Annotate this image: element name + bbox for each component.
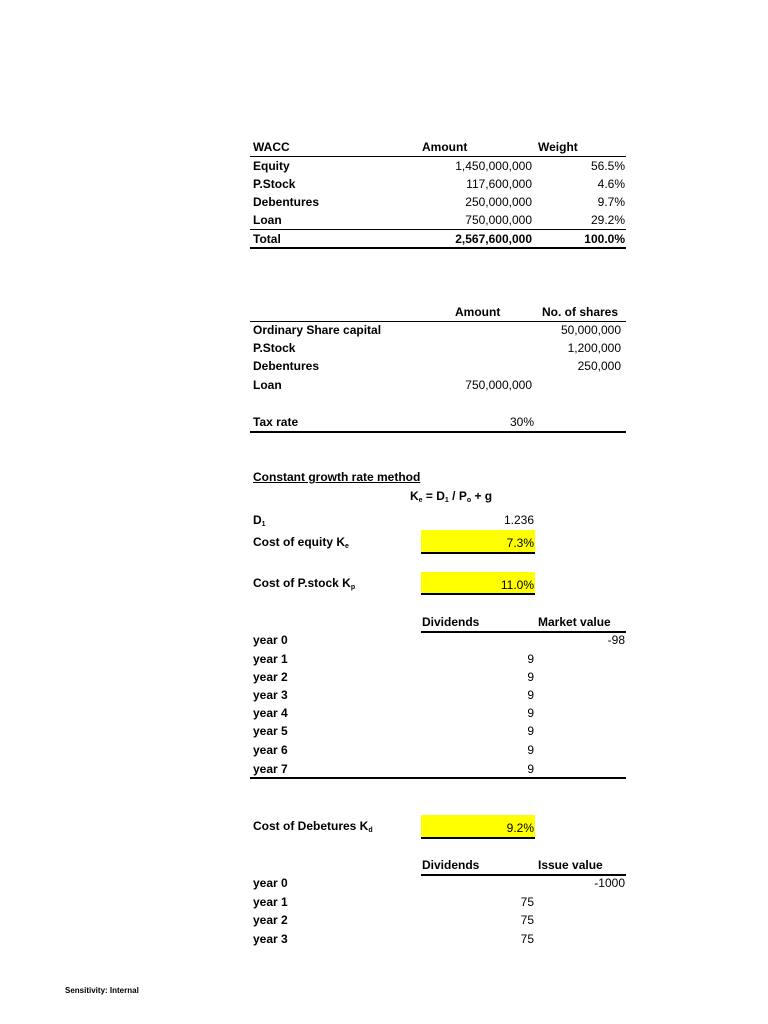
cost-pstock-label: [253, 575, 355, 596]
wacc-total-bottom-rule: [250, 247, 626, 249]
row-weight: 56.5%: [590, 159, 625, 173]
formula-p-sub: o: [466, 497, 472, 504]
wacc-header-label: WACC: [253, 140, 290, 154]
cost-debentures-label: [253, 818, 373, 839]
row-amount: 1,450,000,000: [455, 159, 532, 173]
formula-k-sub: e: [418, 497, 423, 504]
row-label: year 5: [253, 724, 288, 738]
tax-rate-label: Tax rate: [253, 415, 299, 429]
row-label: Loan: [253, 213, 282, 227]
row-shares: 1,200,000: [567, 341, 621, 355]
cost-pstock-rule: [421, 593, 535, 595]
cost-pstock-value: 11.0%: [500, 578, 534, 592]
row-label: year 2: [253, 670, 288, 684]
row-dividend: 9: [527, 743, 534, 757]
row-weight: 100.0%: [584, 232, 625, 246]
cost-debentures-label-sub: d: [368, 827, 373, 834]
cost-pstock-label-text: Cost of P.stock K: [253, 576, 351, 590]
debenture-header-dividends: Dividends: [422, 858, 480, 872]
debenture-header-issue: Issue value: [538, 858, 603, 872]
cost-pstock-label-sub: p: [350, 584, 356, 591]
wacc-header-weight: Weight: [538, 140, 578, 154]
row-shares: 250,000: [577, 359, 621, 373]
row-weight: 4.6%: [597, 177, 625, 191]
row-amount: 117,600,000: [466, 177, 532, 191]
row-amount: 250,000,000: [465, 195, 532, 209]
row-shares: 50,000,000: [560, 323, 621, 337]
cost-equity-value: 7.3%: [506, 536, 534, 550]
formula-eq: = D: [422, 489, 445, 503]
row-label: year 0: [253, 633, 288, 647]
cost-debentures-value: 9.2%: [506, 821, 534, 835]
wacc-header-amount: Amount: [422, 140, 468, 154]
row-label: P.Stock: [253, 177, 296, 191]
row-issue: -1000: [594, 876, 625, 890]
formula-tail: + g: [471, 489, 493, 503]
row-label: year 1: [253, 652, 288, 666]
cost-equity-label-sub: e: [345, 543, 349, 550]
row-dividend: 9: [527, 724, 534, 738]
cost-equity-label-text: Cost of equity K: [253, 535, 345, 549]
row-amount: 750,000,000: [465, 378, 532, 392]
row-label: year 0: [253, 876, 288, 890]
growth-formula: [410, 488, 492, 509]
row-label: P.Stock: [253, 341, 296, 355]
row-market: -98: [607, 633, 625, 647]
row-label: Ordinary Share capital: [253, 323, 382, 337]
d1-label: [253, 512, 266, 533]
row-amount: 2,567,600,000: [455, 232, 532, 246]
cost-equity-label: [253, 534, 349, 555]
capital-bottom-rule: [250, 431, 626, 433]
d1-label-text: D: [253, 513, 262, 527]
formula-d-sub: 1: [444, 497, 449, 504]
row-label: Equity: [253, 159, 290, 173]
row-label: Total: [253, 232, 281, 246]
row-dividend: 75: [520, 895, 534, 909]
row-label: Debentures: [253, 359, 320, 373]
pstock-header-market: Market value: [538, 615, 611, 629]
tax-rate-value: 30%: [509, 415, 534, 429]
row-dividend: 75: [520, 913, 534, 927]
formula-div: / P: [448, 489, 467, 503]
growth-method-title: Constant growth rate method: [253, 470, 421, 484]
pstock-bottom-rule: [250, 777, 626, 779]
row-label: year 2: [253, 913, 288, 927]
row-label: year 6: [253, 743, 288, 757]
row-label: year 3: [253, 688, 288, 702]
row-weight: 29.2%: [590, 213, 625, 227]
row-dividend: 9: [527, 706, 534, 720]
row-label: year 1: [253, 895, 288, 909]
sensitivity-label: Sensitivity: Internal: [65, 986, 139, 995]
wacc-header-rule: [250, 156, 626, 157]
cost-equity-rule: [421, 552, 535, 554]
d1-label-sub: 1: [261, 521, 266, 528]
cost-debentures-label-text: Cost of Debetures K: [253, 819, 369, 833]
row-label: Loan: [253, 378, 282, 392]
row-dividend: 75: [520, 932, 534, 946]
pstock-header-dividends: Dividends: [422, 615, 480, 629]
row-label: year 4: [253, 706, 288, 720]
row-label: year 3: [253, 932, 288, 946]
row-dividend: 9: [527, 670, 534, 684]
d1-value: 1.236: [503, 513, 534, 527]
capital-header-shares: No. of shares: [542, 305, 619, 319]
wacc-total-top-rule: [250, 229, 626, 230]
row-weight: 9.7%: [597, 195, 625, 209]
row-amount: 750,000,000: [465, 213, 532, 227]
capital-header-amount: Amount: [455, 305, 501, 319]
row-dividend: 9: [527, 762, 534, 776]
formula-k: K: [410, 489, 419, 503]
row-label: year 7: [253, 762, 288, 776]
row-dividend: 9: [527, 652, 534, 666]
cost-debentures-rule: [421, 837, 535, 839]
row-dividend: 9: [527, 688, 534, 702]
row-label: Debentures: [253, 195, 320, 209]
